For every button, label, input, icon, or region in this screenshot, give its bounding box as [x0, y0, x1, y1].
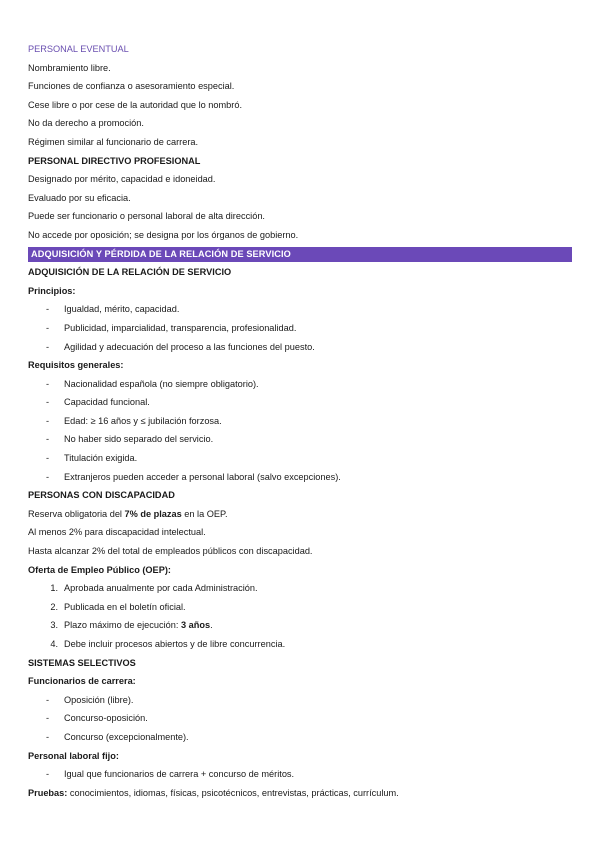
list-item [28, 691, 572, 710]
list-item [28, 338, 572, 357]
list-item [28, 449, 572, 468]
dash-marker: - [46, 378, 50, 389]
section-banner: ADQUISICIÓN Y PÉRDIDA DE LA RELACIÓN DE SERVICIO [28, 247, 572, 262]
label-personal-laboral: Personal laboral fijo: [28, 750, 119, 761]
heading-discapacidad: PERSONAS CON DISCAPACIDAD [28, 490, 175, 501]
label-requisitos: Requisitos generales: [28, 360, 124, 371]
list-item-text: Publicidad, imparcialidad, transparencia, profesionalidad. [64, 322, 297, 333]
dash-marker: - [46, 453, 50, 464]
list-item [28, 319, 572, 338]
list-item-text: Plazo máximo de ejecución: [64, 620, 181, 631]
list-item-text: Titulación exigida. [64, 453, 138, 464]
text-bold-segment: 3 años [180, 620, 211, 631]
list-item-text: No haber sido separado del servicio. [64, 434, 214, 445]
text-segment: . [210, 620, 213, 631]
ordered-list-item [28, 579, 572, 598]
list-item [28, 393, 572, 412]
list-item-text: Publicada en el boletín oficial. [64, 601, 186, 612]
label-funcionarios: Funcionarios de carrera: [28, 676, 136, 687]
heading-personal-eventual: PERSONAL EVENTUAL [28, 44, 129, 54]
heading-oep: Oferta de Empleo Público (OEP): [28, 564, 171, 575]
dash-marker: - [46, 415, 50, 426]
list-item-text: Oposición (libre). [64, 694, 134, 705]
dash-marker: - [46, 434, 50, 445]
number-marker: 4. [50, 639, 58, 649]
list-item-text: Nacionalidad española (no siempre obligatorio). [64, 378, 259, 389]
paragraph: Hasta alcanzar 2% del total de empleados públicos con discapacidad. [28, 546, 313, 557]
ordered-list-item [28, 616, 572, 635]
list-item [28, 430, 572, 449]
dash-marker: - [46, 471, 50, 482]
text-segment: en la OEP. [181, 508, 228, 519]
number-marker: 3. [50, 620, 58, 631]
paragraph: No da derecho a promoción. [28, 118, 144, 129]
label-pruebas: Pruebas: [28, 787, 68, 798]
list-item [28, 300, 572, 319]
list-item-text: Extranjeros pueden acceder a personal laboral (salvo excepciones). [64, 471, 341, 482]
list-item-text: Concurso-oposición. [64, 713, 148, 724]
text-bold-segment: 7% de plazas [124, 508, 182, 519]
dash-marker: - [46, 731, 50, 742]
dash-marker: - [46, 304, 50, 315]
number-marker: 2. [50, 601, 58, 612]
dash-marker: - [46, 397, 50, 408]
dash-marker: - [46, 713, 50, 724]
ordered-list-item [28, 635, 572, 654]
list-item-text: Concurso (excepcionalmente). [64, 731, 189, 742]
list-item-text: Aprobada anualmente por cada Administración. [64, 583, 258, 594]
list-item [28, 412, 572, 431]
document-body [28, 40, 572, 802]
list-item [28, 468, 572, 487]
ordered-list-item [28, 598, 572, 617]
dash-marker: - [46, 769, 50, 780]
list-item-text: Igual que funcionarios de carrera + concurso de méritos. [64, 769, 295, 780]
paragraph: Designado por mérito, capacidad e idoneidad. [28, 174, 216, 185]
paragraph: Al menos 2% para discapacidad intelectual. [28, 527, 206, 538]
list-item [28, 765, 572, 784]
text-segment: conocimientos, idiomas, físicas, psicotécnicos, entrevistas, prácticas, currículum. [67, 787, 399, 798]
dash-marker: - [46, 694, 50, 705]
heading-adquisicion: ADQUISICIÓN DE LA RELACIÓN DE SERVICIO [28, 267, 232, 278]
list-item-text: Edad: ≥ 16 años y ≤ jubilación forzosa. [64, 415, 222, 426]
paragraph: Nombramiento libre. [28, 62, 111, 73]
list-item-text: Debe incluir procesos abiertos y de libre concurrencia. [64, 639, 286, 649]
list-item-text: Capacidad funcional. [64, 397, 150, 408]
heading-sistemas-selectivos: SISTEMAS SELECTIVOS [28, 657, 136, 668]
list-item-text: Agilidad y adecuación del proceso a las funciones del puesto. [64, 341, 315, 352]
dash-marker: - [46, 341, 50, 352]
paragraph: No accede por oposición; se designa por los órganos de gobierno. [28, 229, 299, 240]
list-item [28, 375, 572, 394]
dash-marker: - [46, 322, 50, 333]
paragraph-pruebas [28, 784, 572, 803]
paragraph: Evaluado por su eficacia. [28, 192, 131, 203]
paragraph-reserva [28, 505, 572, 524]
list-item [28, 709, 572, 728]
text-segment: Reserva obligatoria del [28, 508, 125, 519]
label-principios: Principios: [28, 285, 76, 296]
heading-personal-directivo: PERSONAL DIRECTIVO PROFESIONAL [28, 155, 201, 166]
paragraph: Cese libre o por cese de la autoridad que lo nombró. [28, 99, 242, 110]
paragraph: Régimen similar al funcionario de carrera. [28, 136, 199, 147]
paragraph: Puede ser funcionario o personal laboral de alta dirección. [28, 211, 265, 222]
paragraph: Funciones de confianza o asesoramiento especial. [28, 81, 235, 92]
list-item-text: Igualdad, mérito, capacidad. [64, 304, 180, 315]
number-marker: 1. [50, 583, 58, 594]
list-item [28, 728, 572, 747]
